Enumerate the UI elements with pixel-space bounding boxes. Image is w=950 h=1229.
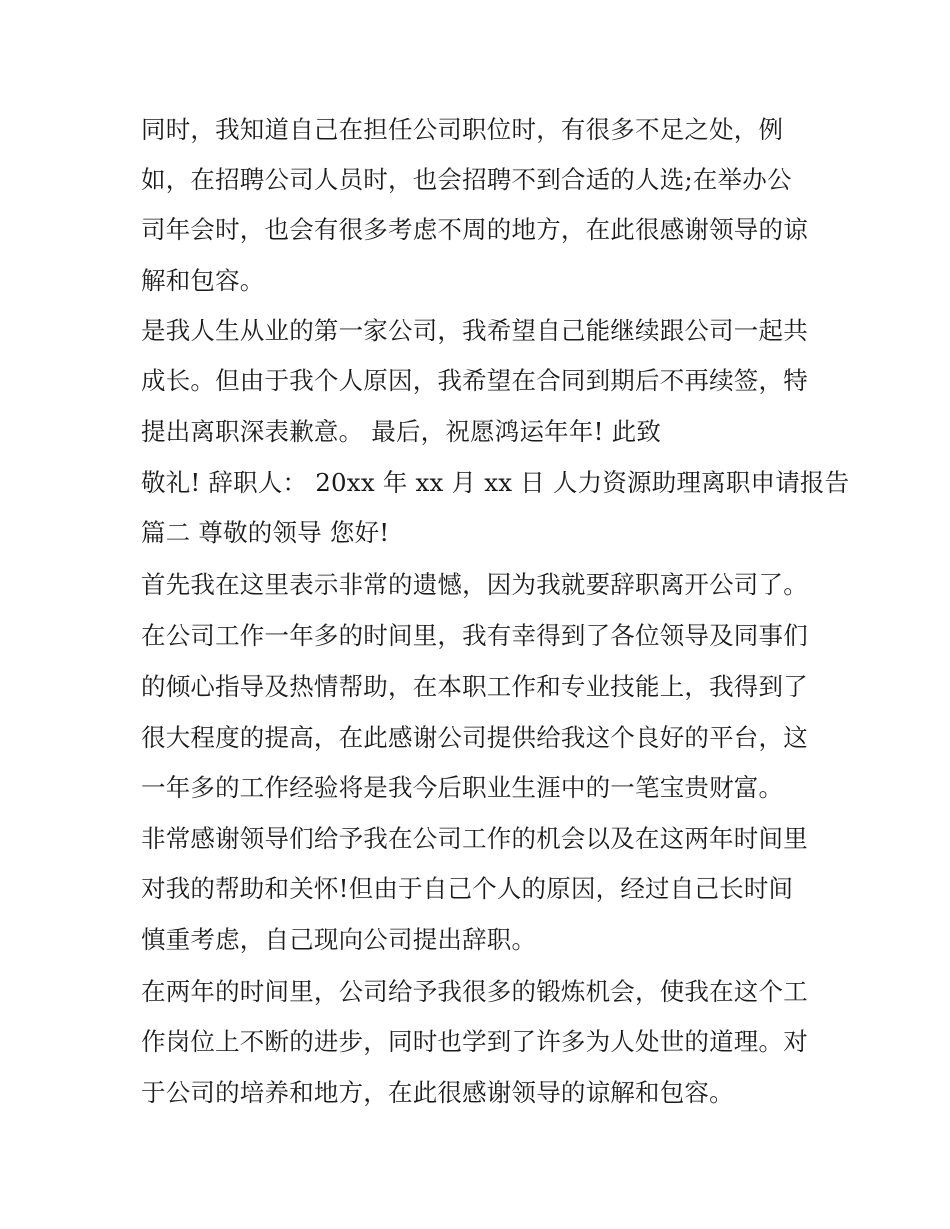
- text-line: 成长。但由于我个人原因，我希望在合同到期后不再续签，特: [141, 366, 808, 395]
- text-line: 很大程度的提高，在此感谢公司提供给我这个良好的平台，这: [141, 723, 808, 752]
- text-line: 敬礼! 辞职人： 20xx 年 xx 月 xx 日 人力资源助理离职申请报告: [141, 468, 850, 497]
- text-line: 是我人生从业的第一家公司，我希望自己能继续跟公司一起共: [141, 316, 808, 345]
- text-line: 一年多的工作经验将是我今后职业生涯中的一笔宝贵财富。: [141, 773, 784, 802]
- text-line: 同时，我知道自己在担任公司职位时，有很多不足之处，例: [141, 115, 784, 144]
- text-line: 在公司工作一年多的时间里，我有幸得到了各位领导及同事们: [141, 621, 808, 650]
- text-line: 的倾心指导及热情帮助，在本职工作和专业技能上，我得到了: [141, 672, 808, 701]
- text-line: 于公司的培养和地方，在此很感谢领导的谅解和包容。: [141, 1078, 734, 1107]
- text-line: 解和包容。: [141, 266, 265, 295]
- text-line: 对我的帮助和关怀!但由于自己个人的原因，经过自己长时间: [141, 874, 794, 903]
- text-line: 如，在招聘公司人员时，也会招聘不到合适的人选;在举办公: [141, 165, 792, 194]
- text-line: 篇二 尊敬的领导 您好!: [141, 518, 390, 547]
- text-line: 作岗位上不断的进步，同时也学到了许多为人处世的道理。对: [141, 1027, 808, 1056]
- text-line: 非常感谢领导们给予我在公司工作的机会以及在这两年时间里: [141, 824, 808, 853]
- text-line: 提出离职深表歉意。 最后，祝愿鸿运年年! 此致: [141, 417, 662, 446]
- text-line: 慎重考虑，自己现向公司提出辞职。: [141, 925, 537, 954]
- text-line: 司年会时，也会有很多考虑不周的地方，在此很感谢领导的谅: [141, 215, 808, 244]
- text-line: 在两年的时间里，公司给予我很多的锻炼机会，使我在这个工: [141, 977, 808, 1006]
- text-line: 首先我在这里表示非常的遗憾，因为我就要辞职离开公司了。: [141, 570, 808, 599]
